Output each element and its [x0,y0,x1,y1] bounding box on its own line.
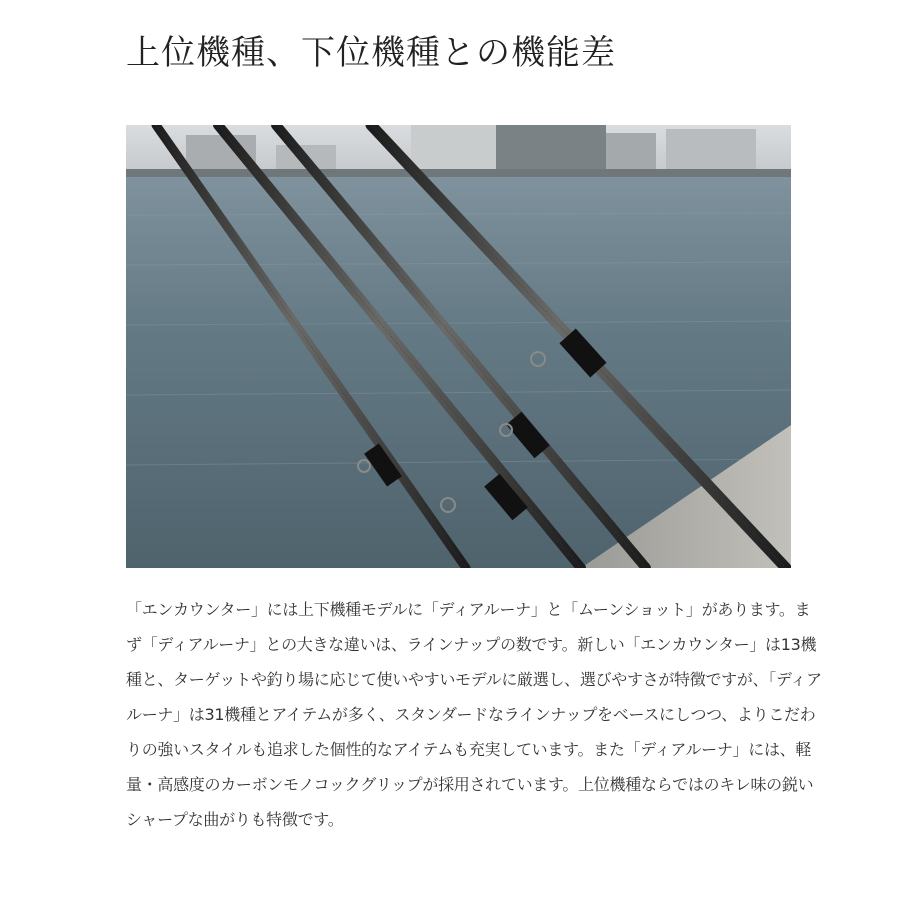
page-title: 上位機種、下位機種との機能差 [126,33,616,73]
article-paragraph: 「エンカウンター」には上下機種モデルに「ディアルーナ」と「ムーンショット」があります。まず「ディアルーナ」との大きな違いは、ラインナップの数です。新しい「エンカウンター」は13機種と、ターゲットや釣り場に応じて使いやすいモデルに厳選し、選びやすさが特徴ですが、「ディアルーナ」は31機種とアイテムが多く、スタンダードなラインナップをベースにしつつ、よりこだわりの強いスタイルも追求した個性的なアイテムも充実しています。また「ディアルーナ」には、軽量・高感度のカーボンモノコックグリップが採用されています。上位機種ならではのキレ味の鋭いシャープな曲がりも特徴です。 [126,600,822,829]
rod-photo [126,125,791,568]
